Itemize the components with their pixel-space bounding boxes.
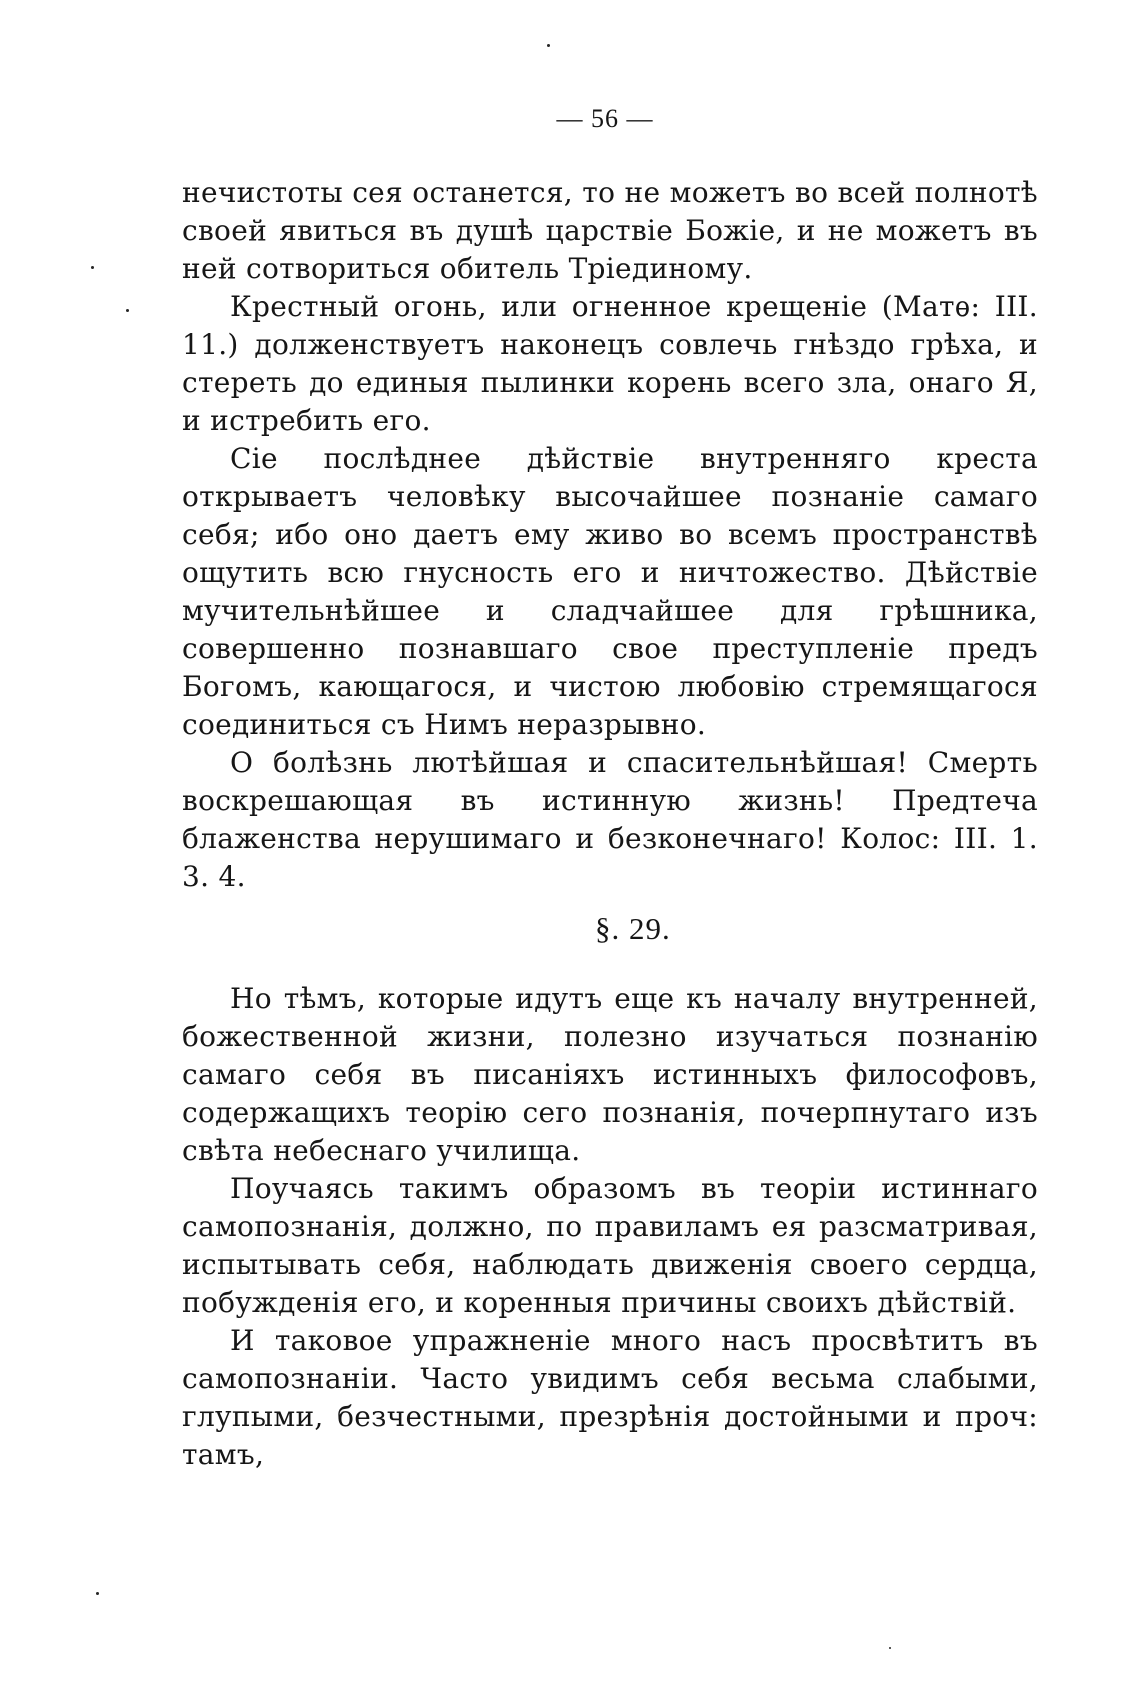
section-heading: §. 29. [595, 911, 671, 946]
page-number: — 56 — [556, 104, 654, 133]
paragraph-theory-practice: Поучаясь такимъ образомъ въ теоріи истиннаго самопознанія, должно, по правиламъ ея разсматривая, испытывать себя, наблюдать движенія своего сердца, побужденія его, и коренныя причины своихъ дѣйствій. [182, 1172, 1038, 1319]
paragraph-exercise: И таковое упражненіе много насъ просвѣтитъ въ самопознаніи. Часто увидимъ себя весьма слабыми, глупыми, безчестными, презрѣнія достойными и проч: тамъ, [182, 1324, 1038, 1471]
paragraph-continuation: нечистоты сея останется, то не можетъ во всей полнотѣ своей явиться въ душѣ царствіе Божіе, и не можетъ въ ней сотвориться обитель Тріединому. [182, 176, 1038, 285]
text-block-before-section [182, 174, 1038, 896]
text-block-section-29 [182, 980, 1038, 1474]
scan-speck [126, 309, 129, 312]
scan-speck [547, 44, 550, 47]
paragraph-fiery-baptism: Крестный огонь, или огненное крещеніе (Матѳ: III. 11.) долженствуетъ наконецъ совлечь гнѣздо грѣха, и стереть до единыя пылинки корень всего зла, онаго Я, и истребить его. [182, 290, 1038, 437]
scan-speck [96, 1592, 99, 1595]
scan-speck [91, 266, 94, 269]
paragraph-study-self-knowledge: Но тѣмъ, которые идутъ еще къ началу внутренней, божественной жизни, полезно изучаться познанію самаго себя въ писаніяхъ истинныхъ философовъ, содержащихъ теорію сего познанія, почерпнутаго изъ свѣта небеснаго училища. [182, 982, 1038, 1167]
paragraph-inner-cross: Сіе послѣднее дѣйствіе внутренняго креста открываетъ человѣку высочайшее познаніе самаго себя; ибо оно даетъ ему живо во всемъ пространствѣ ощутить всю гнусность его и ничтожество. Дѣйствіе мучительнѣйшее и сладчайшее для грѣшника, совершенно познавшаго свое преступленіе предъ Богомъ, кающагося, и чистою любовію стремящагося соединиться съ Нимъ неразрывно. [182, 442, 1038, 741]
paragraph-exclamation: О болѣзнь лютѣйшая и спасительнѣйшая! Смерть воскрешающая въ истинную жизнь! Предтеча блаженства нерушимаго и безконечнаго! Колос: III. 1. 3. 4. [182, 746, 1038, 893]
scan-speck [889, 1647, 891, 1649]
